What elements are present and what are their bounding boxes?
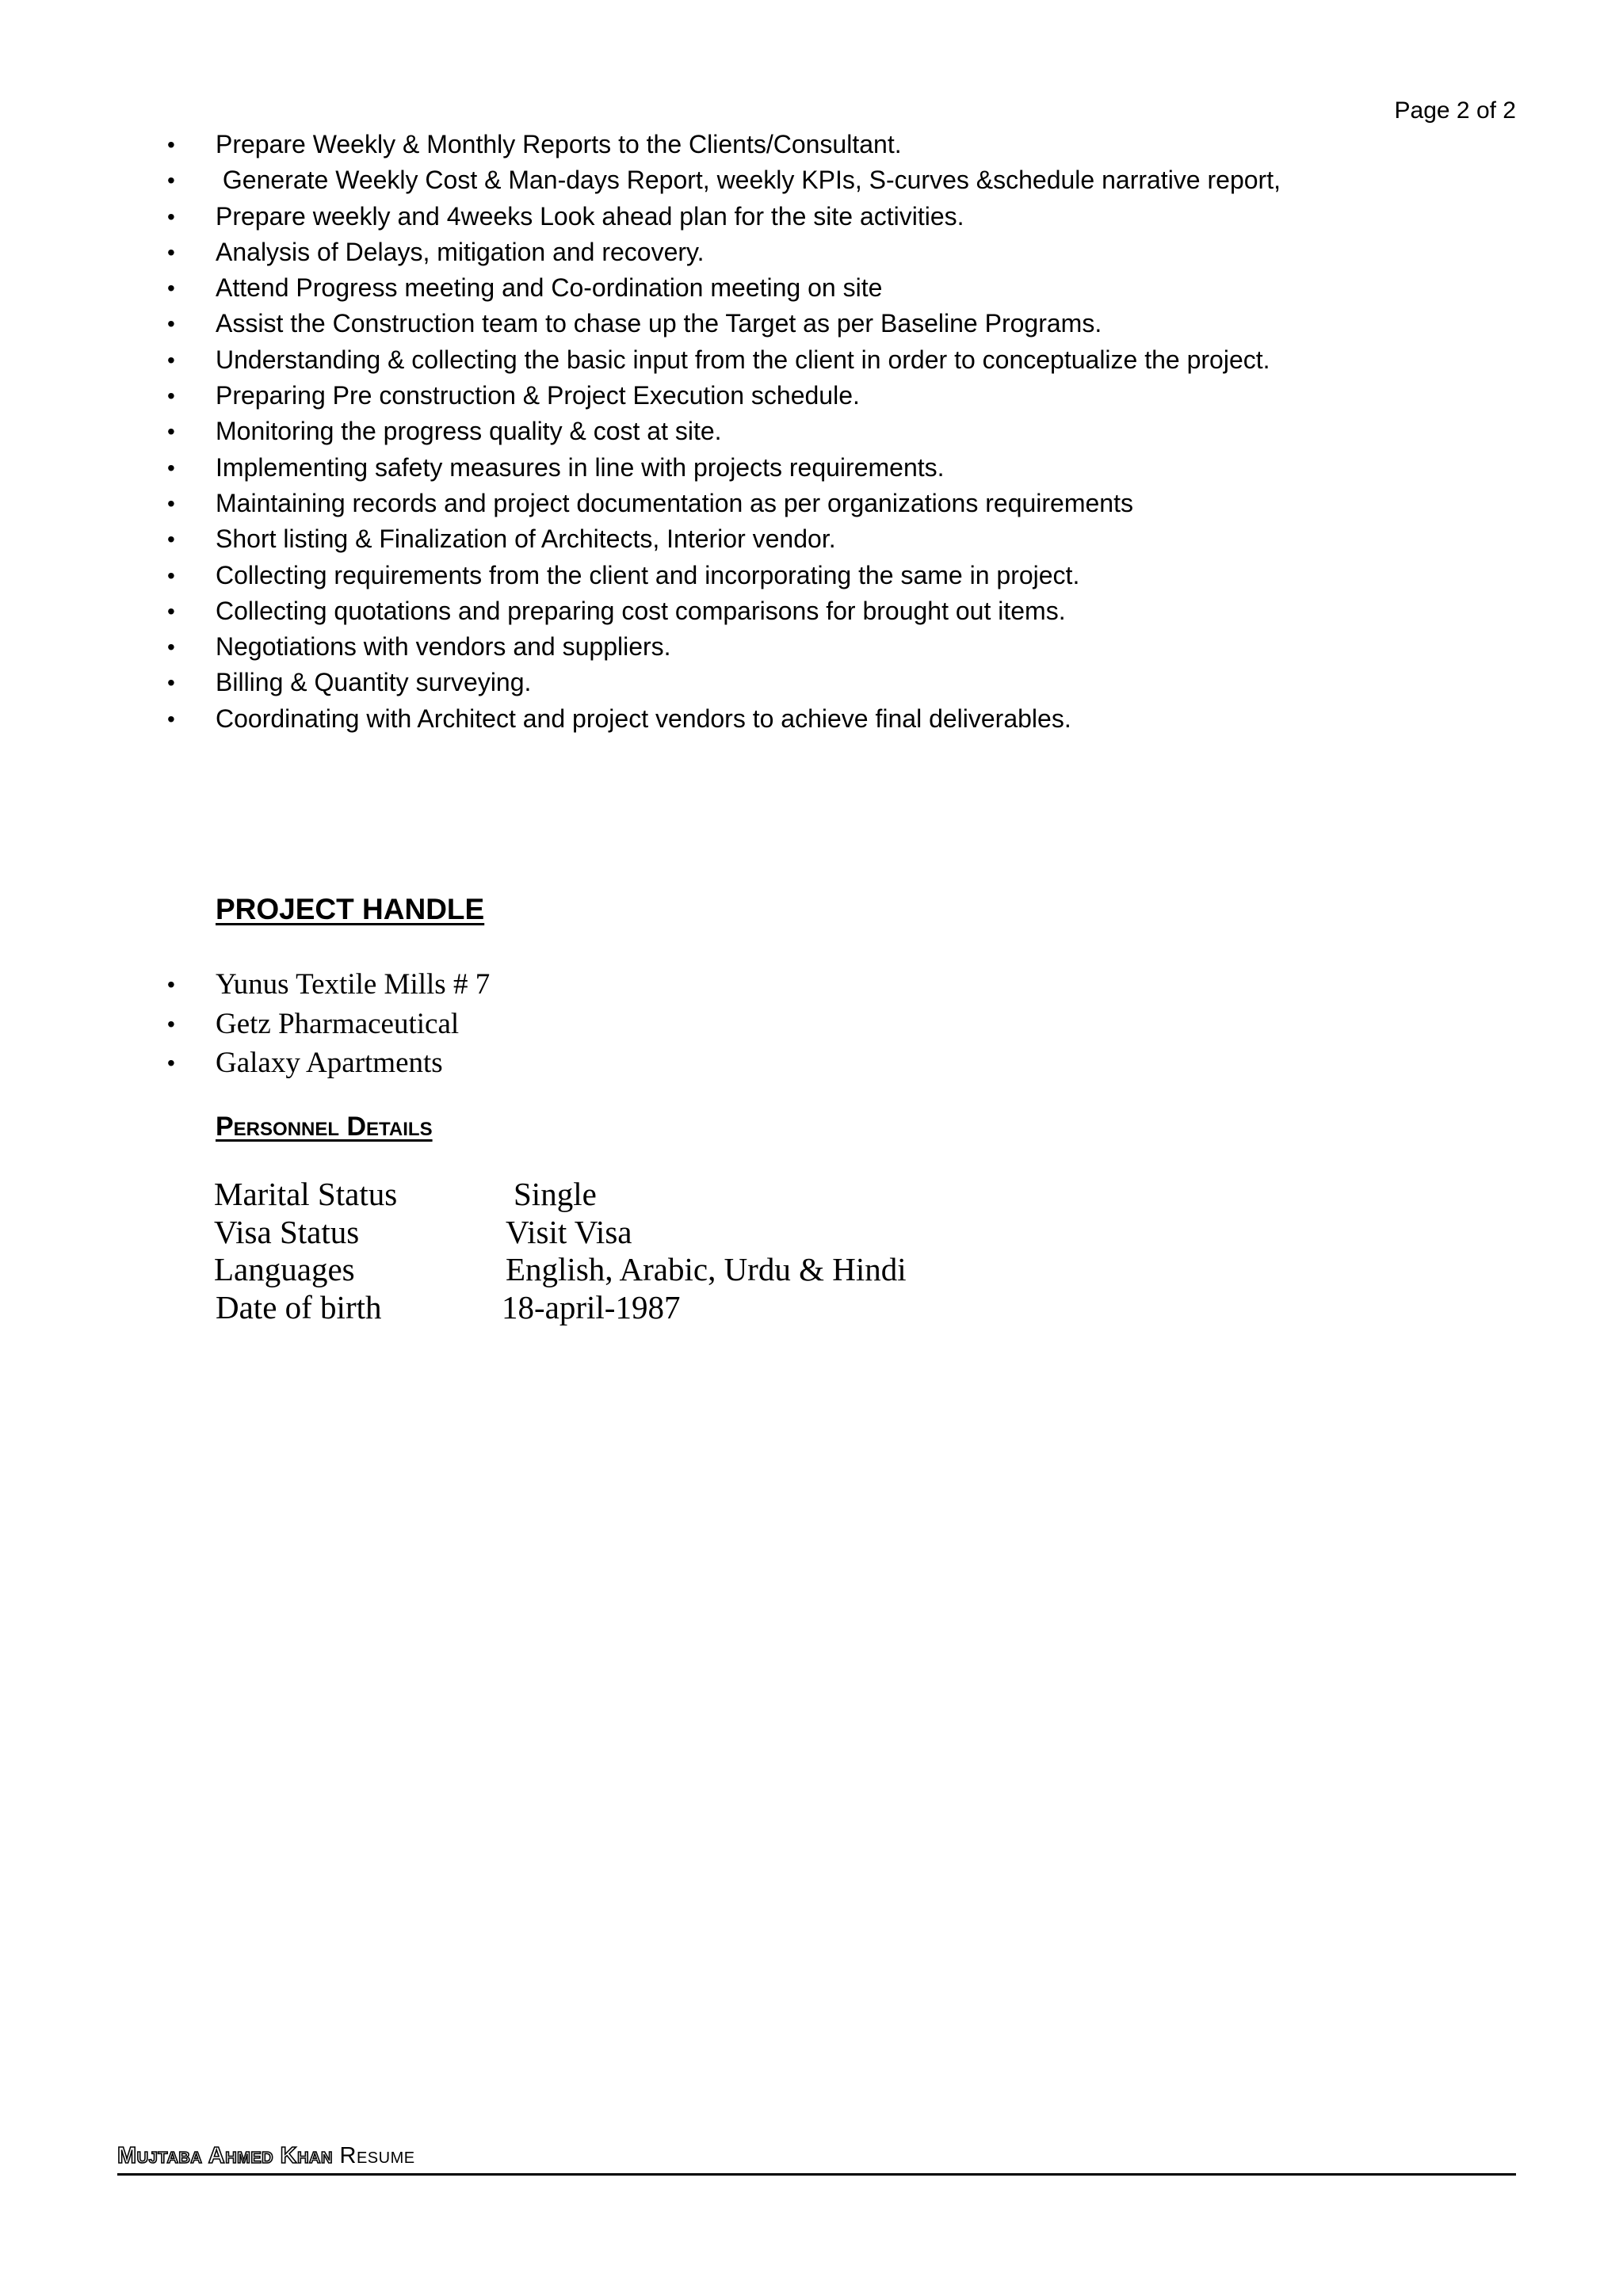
list-item	[162, 199, 1510, 235]
list-item	[162, 1005, 490, 1044]
footer-resume-title	[117, 2142, 415, 2169]
list-item	[162, 1043, 490, 1083]
list-item	[162, 270, 1510, 306]
list-item	[162, 593, 1510, 629]
list-item	[162, 127, 1510, 162]
list-item-text: Preparing Pre construction & Project Execution schedule.	[216, 381, 860, 410]
bullet-icon: •	[167, 706, 175, 731]
list-item	[162, 450, 1510, 486]
list-item	[162, 665, 1510, 700]
bullet-icon: •	[167, 419, 175, 444]
project-handle-heading: PROJECT HANDLE	[216, 893, 485, 925]
project-list	[162, 965, 490, 1083]
list-item-text: Short listing & Finalization of Architects, Interior vendor.	[216, 524, 836, 554]
list-item	[162, 629, 1510, 665]
detail-label: Languages	[214, 1251, 355, 1287]
duties-list	[162, 127, 1510, 737]
list-item	[162, 521, 1510, 557]
bullet-icon: •	[167, 168, 175, 193]
bullet-icon: •	[167, 670, 175, 696]
bullet-icon: •	[167, 490, 175, 516]
page-number: Page 2 of 2	[1394, 97, 1516, 124]
list-item	[162, 342, 1510, 378]
bullet-icon: •	[167, 1051, 175, 1075]
detail-value: Visit Visa	[506, 1213, 632, 1250]
list-item	[162, 235, 1510, 270]
list-item	[162, 162, 1510, 198]
list-item-text: Collecting quotations and preparing cost comparisons for brought out items.	[216, 596, 1066, 625]
list-item-text: Understanding & collecting the basic input from the client in order to conceptualize the project.	[216, 345, 1270, 374]
list-item	[162, 378, 1510, 414]
footer-name: Mujtaba Ahmed Khan	[117, 2143, 333, 2168]
bullet-icon: •	[167, 598, 175, 624]
detail-value: English, Arabic, Urdu & Hindi	[506, 1251, 907, 1287]
bullet-icon: •	[167, 311, 175, 337]
list-item-text: Analysis of Delays, mitigation and recovery.	[216, 237, 705, 266]
project-name: Getz Pharmaceutical	[216, 1007, 460, 1040]
project-name: Galaxy Apartments	[216, 1047, 443, 1079]
detail-label: Marital Status	[214, 1176, 398, 1212]
bullet-icon: •	[167, 1011, 175, 1036]
bullet-icon: •	[167, 239, 175, 265]
footer-suffix: Resume	[339, 2143, 415, 2168]
list-item	[162, 306, 1510, 341]
list-item	[162, 486, 1510, 521]
detail-value: Single	[514, 1176, 597, 1212]
detail-label: Visa Status	[214, 1213, 360, 1250]
list-item-text: Generate Weekly Cost & Man-days Report, weekly KPIs, S-curves &schedule narrative report,	[216, 166, 1281, 195]
bullet-icon: •	[167, 635, 175, 660]
list-item-text: Coordinating with Architect and project vendors to achieve final deliverables.	[216, 704, 1071, 733]
detail-label: Date of birth	[216, 1288, 382, 1325]
bullet-icon: •	[167, 276, 175, 301]
list-item-text: Prepare Weekly & Monthly Reports to the Clients/Consultant.	[216, 130, 902, 158]
footer-divider	[117, 2173, 1516, 2176]
list-item-text: Maintaining records and project documentation as per organizations requirements	[216, 488, 1133, 517]
list-item	[162, 558, 1510, 593]
personnel-details-heading: Personnel Details	[216, 1112, 433, 1142]
bullet-icon: •	[167, 455, 175, 480]
list-item-text: Collecting requirements from the client and incorporating the same in project.	[216, 560, 1080, 589]
bullet-icon: •	[167, 204, 175, 229]
bullet-icon: •	[167, 527, 175, 552]
list-item-text: Implementing safety measures in line with projects requirements.	[216, 452, 945, 482]
list-item-text: Monitoring the progress quality & cost at site.	[216, 417, 722, 446]
list-item	[162, 965, 490, 1005]
list-item	[162, 414, 1510, 449]
detail-value: 18-april-1987	[502, 1288, 681, 1325]
list-item-text: Assist the Construction team to chase up the Target as per Baseline Programs.	[216, 309, 1102, 338]
list-item-text: Negotiations with vendors and suppliers.	[216, 632, 671, 662]
bullet-icon: •	[167, 383, 175, 409]
bullet-icon: •	[167, 972, 175, 997]
list-item-text: Billing & Quantity surveying.	[216, 668, 532, 697]
list-item-text: Prepare weekly and 4weeks Look ahead plan for the site activities.	[216, 201, 964, 231]
list-item	[162, 701, 1510, 737]
list-item-text: Attend Progress meeting and Co-ordination meeting on site	[216, 273, 883, 303]
bullet-icon: •	[167, 347, 175, 372]
bullet-icon: •	[167, 563, 175, 588]
bullet-icon: •	[167, 132, 175, 157]
project-name: Yunus Textile Mills # 7	[216, 968, 491, 1001]
